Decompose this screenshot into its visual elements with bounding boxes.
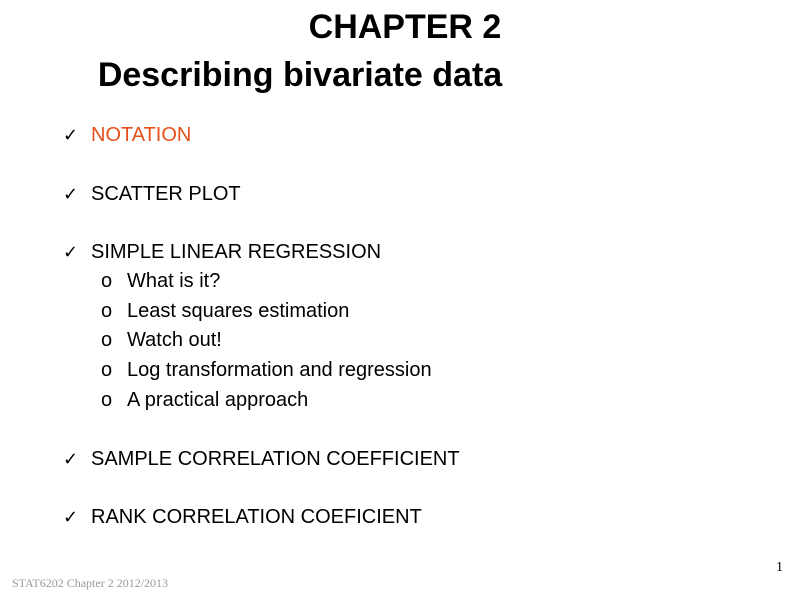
- topic-scatter-plot: [63, 179, 241, 209]
- check-icon: ✓: [63, 125, 79, 146]
- subtopic-label: Least squares estimation: [127, 300, 350, 322]
- topic-simple-linear-regression: [63, 237, 381, 267]
- page-number: 1: [776, 560, 783, 575]
- chapter-title: Describing bivariate data: [97, 56, 503, 94]
- check-icon: ✓: [63, 242, 79, 263]
- check-icon: ✓: [63, 449, 79, 470]
- topic-label: SIMPLE LINEAR REGRESSION: [91, 241, 382, 263]
- bullet-icon: o: [101, 359, 113, 381]
- check-icon: ✓: [63, 507, 79, 528]
- subtopic-label: Log transformation and regression: [127, 359, 432, 381]
- topic-rank-correlation: [63, 502, 422, 532]
- topic-label: SCATTER PLOT: [91, 183, 241, 205]
- topic-label: SAMPLE CORRELATION COEFFICIENT: [91, 448, 460, 470]
- bullet-icon: o: [101, 329, 113, 351]
- bullet-icon: o: [101, 270, 113, 292]
- subtopic-label: What is it?: [127, 270, 221, 292]
- topic-label: NOTATION: [91, 124, 192, 146]
- subtopic-label: A practical approach: [127, 389, 309, 411]
- check-icon: ✓: [63, 184, 79, 205]
- bullet-icon: o: [101, 389, 113, 411]
- subtopic-item: [101, 385, 308, 415]
- subtopic-item: [101, 296, 349, 326]
- topic-sample-correlation: [63, 444, 460, 474]
- topic-notation: [63, 120, 191, 150]
- bullet-icon: o: [101, 300, 113, 322]
- slide-footer: STAT6202 Chapter 2 2012/2013: [12, 576, 169, 590]
- subtopic-item: [101, 266, 220, 296]
- chapter-heading: CHAPTER 2: [308, 8, 502, 46]
- topic-label: RANK CORRELATION COEFICIENT: [91, 506, 422, 528]
- subtopic-label: Watch out!: [127, 329, 222, 351]
- subtopic-item: [101, 355, 432, 385]
- subtopic-item: [101, 325, 222, 355]
